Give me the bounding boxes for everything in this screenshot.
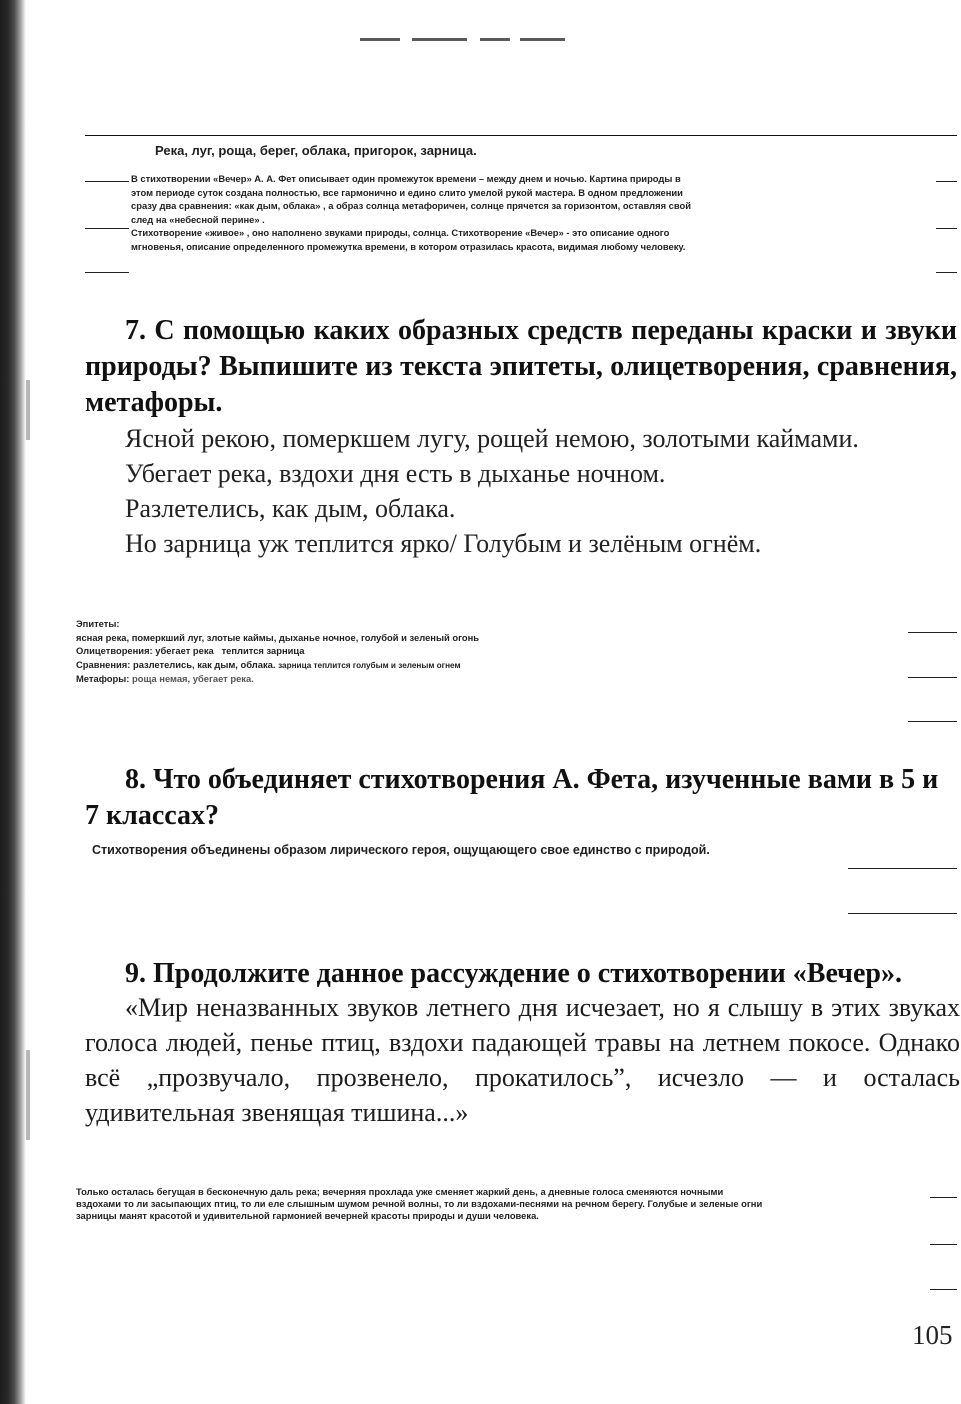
task6-answer	[131, 172, 851, 254]
task7-question: 7. С помощью каких образных средств переданы краски и звуки природы? Выпишите из текста эпитеты, олицетворения, сравнения, метафоры.	[85, 315, 957, 418]
epithets-text: ясная река, померкший луг, злотые каймы, дыханье ночное, голубой и зеленый огонь	[76, 631, 480, 643]
verse-line: Разлетелись, как дым, облака.	[125, 494, 456, 523]
answer-line-text: зарницы манят красотой и удивительной гармонией вечерней красоты природы и души человека.	[76, 1210, 539, 1222]
answer-line-text: Только осталась бегущая в бесконечную даль река; вечерняя прохлада уже сменяет жаркий день, а дневные голоса сменяются ночными	[76, 1186, 724, 1197]
answer-line	[936, 181, 957, 182]
answer-line	[908, 632, 957, 633]
scan-mark	[412, 38, 467, 41]
answer-line	[848, 868, 957, 869]
task7-answer	[76, 617, 479, 686]
answer-line-text: мгновенья, описание определенного промежутка времени, в котором отразилась красота, видимая любому человеку.	[131, 240, 686, 252]
task9-answer	[76, 1186, 932, 1223]
answer-line	[85, 272, 129, 273]
comparison-text: разлетелись, как дым, облака.	[132, 658, 276, 670]
scan-mark	[520, 38, 565, 41]
scan-speck	[26, 380, 30, 440]
personification-label: Олицетворения:	[76, 645, 153, 657]
epithets-label: Эпитеты:	[76, 618, 120, 629]
answer-line-text: вздохами то ли засыпающих птиц, то ли еле слышным шумом речной волны, то ли вздохами-песнями на речном берегу. Голубые и зеленые огни	[76, 1198, 763, 1210]
metaphor-label: Метафоры:	[76, 673, 130, 685]
answer-line	[936, 272, 957, 273]
verse-line: Убегает река, вздохи дня есть в дыханье ночном.	[125, 459, 666, 488]
answer-line	[908, 721, 957, 722]
verse-line: Но зарница уж теплится ярко/ Голубым и зелёным огнём.	[125, 529, 762, 558]
answer-line-text: сразу два сравнения: «как дым, облака» , а образ солнца метафоричен, солнце прячется за горизонтом, оставляя свой	[131, 200, 691, 212]
answer-line	[930, 1197, 957, 1198]
answer-line-text: Стихотворение «живое» , оно наполнено звуками природы, солнца. Стихотворение «Вечер» - это описание одного	[131, 227, 670, 239]
task8-question: 8. Что объединяет стихотворения А. Фета, изученные вами в 5 и 7 классах?	[85, 764, 939, 831]
answer-line	[85, 228, 129, 229]
word-list: Река, луг, роща, берег, облака, пригорок, зарница.	[155, 143, 477, 158]
answer-line-text: след на «небесной перине» .	[131, 213, 265, 225]
scan-mark	[480, 38, 510, 41]
task7-verse	[85, 421, 957, 561]
comparison-label: Сравнения:	[76, 658, 131, 670]
scan-mark	[360, 38, 400, 41]
answer-line	[908, 677, 957, 678]
answer-line	[936, 228, 957, 229]
answer-line	[848, 913, 957, 914]
top-rule	[85, 135, 957, 136]
scan-speck	[26, 1050, 30, 1140]
task9-quote: «Мир неназванных звуков летнего дня исчезает, но я слышу в этих звуках голоса людей, пенье птиц, вздохи падающей травы на летнем покосе. Однако всё „прозвучало, прозвенело, прокатилось”, исчезло — и осталась удивительная звенящая тишина...»	[85, 993, 960, 1127]
verse-line: Ясной рекою, померкшем лугу, рощей немою, золотыми каймами.	[125, 424, 859, 453]
task8-answer: Стихотворения объединены образом лирического героя, ощущающего свое единство с природой.	[92, 843, 710, 857]
answer-line	[85, 181, 129, 182]
comparison-extra-text: зарница теплится голубым и зеленым огнем	[278, 660, 461, 670]
answer-line-text: В стихотворении «Вечер» А. А. Фет описывает один промежуток времени – между днем и ночью. Картина природы в	[131, 173, 681, 184]
answer-line	[930, 1289, 957, 1290]
metaphor-text: роща немая, убегает река.	[131, 673, 254, 685]
scan-binding-shadow	[0, 0, 26, 1404]
answer-line-text: этом периоде суток создана полностью, все гармонично и едино слито умелой рукой мастера. В одном предложении	[131, 186, 683, 198]
task9-question: 9. Продолжите данное рассуждение о стихотворении «Вечер».	[125, 958, 902, 989]
page-number: 105	[912, 1320, 953, 1350]
answer-line	[930, 1244, 957, 1245]
personification-text: убегает река теплится зарница	[155, 645, 305, 657]
